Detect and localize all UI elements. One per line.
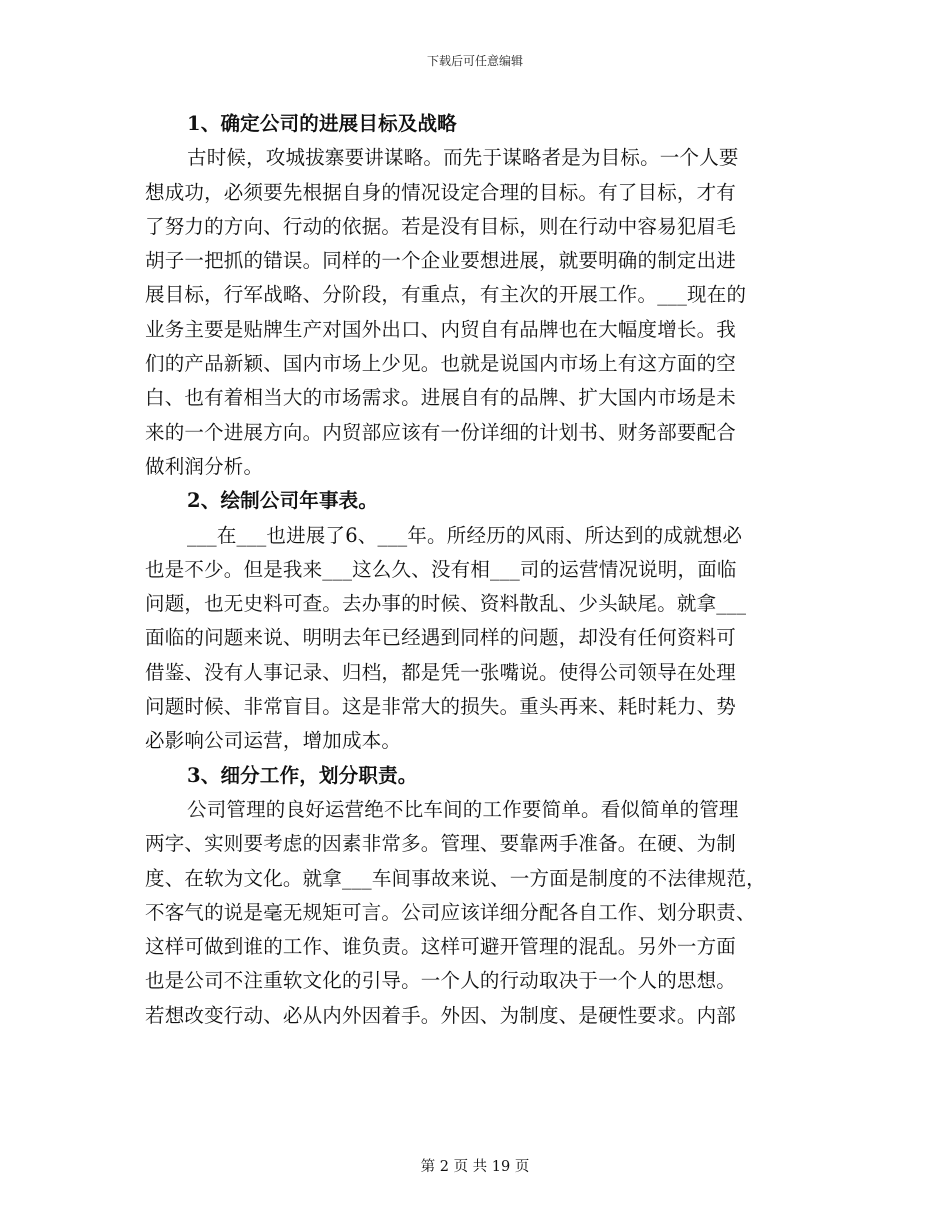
section-heading-3: 3、细分工作，划分职责。: [187, 763, 418, 787]
paragraph-line: 来的一个进展方向。内贸部应该有一份详细的计划书、财务部要配合: [145, 420, 737, 444]
paragraph-line: 展目标，行军战略、分阶段，有重点，有主次的开展工作。___现在的: [145, 283, 747, 307]
document-body: [145, 107, 810, 1033]
paragraph-line: 两字、实则要考虑的因素非常多。管理、要靠两手准备。在硬、为制: [145, 832, 737, 856]
paragraph-line: 白、也有着相当大的市场需求。进展自有的品牌、扩大国内市场是未: [145, 386, 737, 410]
paragraph-line: 也是公司不注重软文化的引导。一个人的行动取决于一个人的思想。: [145, 969, 737, 993]
paragraph-line: 这样可做到谁的工作、谁负责。这样可避开管理的混乱。另外一方面: [145, 935, 737, 959]
paragraph-line: 若想改变行动、必从内外因着手。外因、为制度、是硬性要求。内部: [145, 1003, 737, 1027]
paragraph-line: 业务主要是贴牌生产对国外出口、内贸自有品牌也在大幅度增长。我: [145, 317, 737, 341]
paragraph-line: 们的产品新颖、国内市场上少见。也就是说国内市场上有这方面的空: [145, 352, 737, 376]
paragraph-line: 问题时候、非常盲目。这是非常大的损失。重头再来、耗时耗力、势: [145, 695, 737, 719]
paragraph-line: 也是不少。但是我来___这么久、没有相___司的运营情况说明，面临: [145, 557, 737, 581]
paragraph-line: 做利润分析。: [145, 454, 264, 478]
paragraph-line: 想成功，必须要先根据自身的情况设定合理的目标。有了目标，才有: [145, 180, 737, 204]
paragraph-line: 公司管理的良好运营绝不比车间的工作要简单。看似简单的管理: [187, 797, 739, 821]
paragraph-line: 面临的问题来说、明明去年已经遇到同样的问题，却没有任何资料可: [145, 626, 737, 650]
page-header: 下载后可任意编辑: [426, 54, 523, 68]
paragraph-line: 胡子一把抓的错误。同样的一个企业要想进展，就要明确的制定出进: [145, 249, 737, 273]
paragraph-line: 了努力的方向、行动的依据。若是没有目标，则在行动中容易犯眉毛: [145, 214, 737, 238]
paragraph-line: 不客气的说是毫无规矩可言。公司应该详细分配各自工作、划分职责、: [145, 900, 756, 924]
section-heading-2: 2、绘制公司年事表。: [187, 489, 379, 513]
paragraph-line: ___在___也进展了6、___年。所经历的风雨、所达到的成就想必: [187, 523, 743, 547]
paragraph-line: 度、在软为文化。就拿___车间事故来说、一方面是制度的不法律规范，: [145, 866, 766, 890]
page-footer: 第 2 页 共 19 页: [420, 1159, 530, 1175]
section-heading-1: 1、确定公司的进展目标及战略: [187, 112, 457, 135]
paragraph-line: 借鉴、没有人事记录、归档，都是凭一张嘴说。使得公司领导在处理: [145, 660, 737, 684]
paragraph-line: 必影响公司运营，增加成本。: [145, 729, 402, 753]
paragraph-line: 古时候，攻城拔寨要讲谋略。而先于谋略者是为目标。一个人要: [187, 146, 739, 170]
paragraph-line: 问题，也无史料可查。去办事的时候、资料散乱、少头缺尾。就拿___: [145, 592, 747, 616]
